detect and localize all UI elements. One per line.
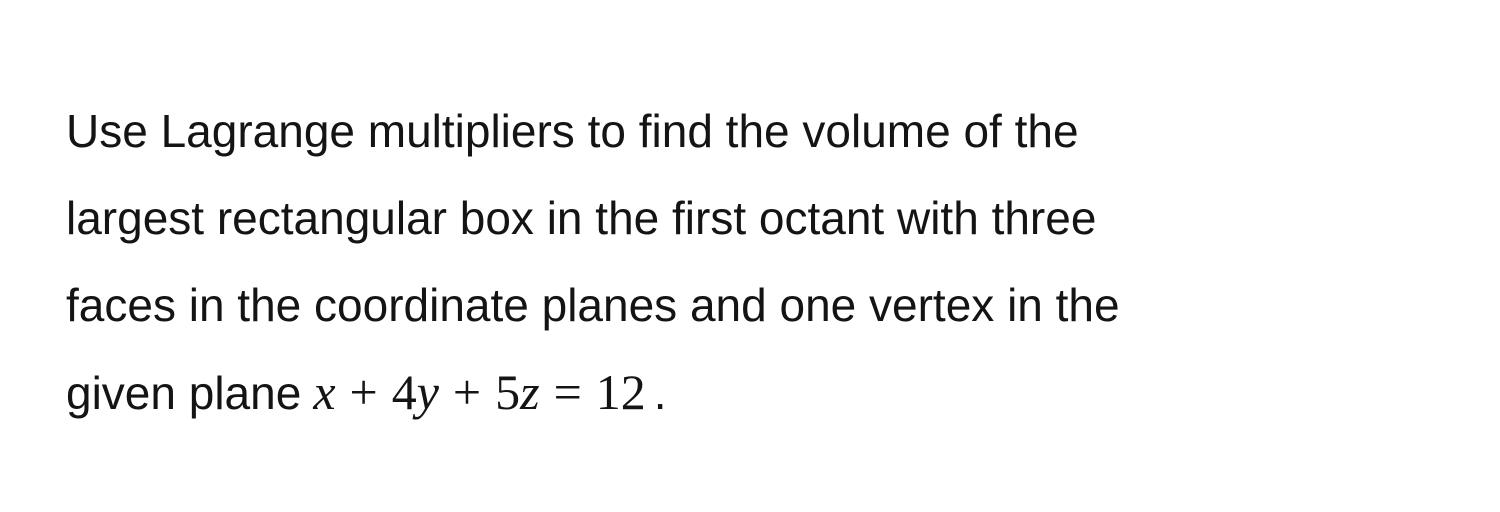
equation-plus-1: + [349, 364, 378, 420]
plane-equation [313, 364, 645, 420]
equation-x: x [313, 364, 336, 420]
problem-line-1: Use Lagrange multipliers to find the volume of the [66, 105, 1079, 157]
problem-statement [66, 88, 1466, 437]
sentence-period: . [653, 367, 667, 419]
equation-y: y [416, 364, 439, 420]
equation-z: z [520, 364, 540, 420]
problem-line-3: faces in the coordinate planes and one vertex in the [66, 279, 1120, 331]
equation-equals: = [553, 364, 582, 420]
problem-line-2: largest rectangular box in the first octant with three [66, 192, 1097, 244]
equation-plus-2: + [452, 364, 482, 420]
problem-line-4-prefix: given plane [66, 367, 302, 419]
equation-rhs: 12 [595, 364, 646, 420]
problem-line-4 [66, 349, 1466, 437]
equation-coef-y: 4 [391, 364, 417, 420]
equation-coef-z: 5 [495, 364, 521, 420]
